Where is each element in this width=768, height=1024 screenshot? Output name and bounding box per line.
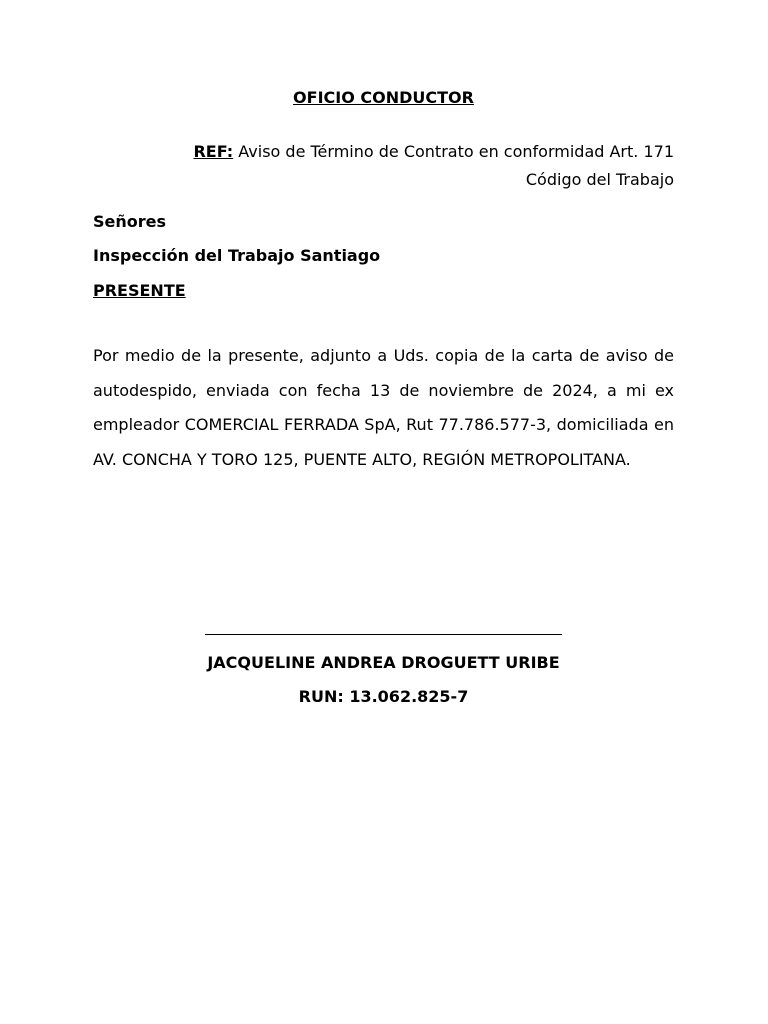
reference-label: REF:	[193, 142, 234, 161]
addressee-salutation: Señores	[93, 212, 167, 231]
signatory-run: RUN: 13.062.825-7	[298, 687, 469, 706]
addressee-presente: PRESENTE	[93, 281, 186, 300]
document-title: OFICIO CONDUCTOR	[293, 88, 474, 107]
signatory-name: JACQUELINE ANDREA DROGUETT URIBE	[207, 653, 560, 672]
addressee-institution: Inspección del Trabajo Santiago	[93, 246, 381, 265]
reference-block	[93, 138, 674, 194]
document-page	[93, 0, 674, 1024]
reference-text-line1: Aviso de Término de Contrato en conformidad Art. 171	[238, 142, 674, 161]
reference-text-line2: Código del Trabajo	[525, 170, 674, 189]
signature-line	[205, 634, 562, 635]
body-paragraph: Por medio de la presente, adjunto a Uds. copia de la carta de aviso de autodespido, enviada con fecha 13 de noviembre de 2024, a mi ex empleador COMERCIAL FERRADA SpA, Rut 77.786.577-3, domiciliada en AV. CONCHA Y TORO 125, PUENTE ALTO, REGIÓN METROPOLITANA.	[93, 346, 674, 469]
